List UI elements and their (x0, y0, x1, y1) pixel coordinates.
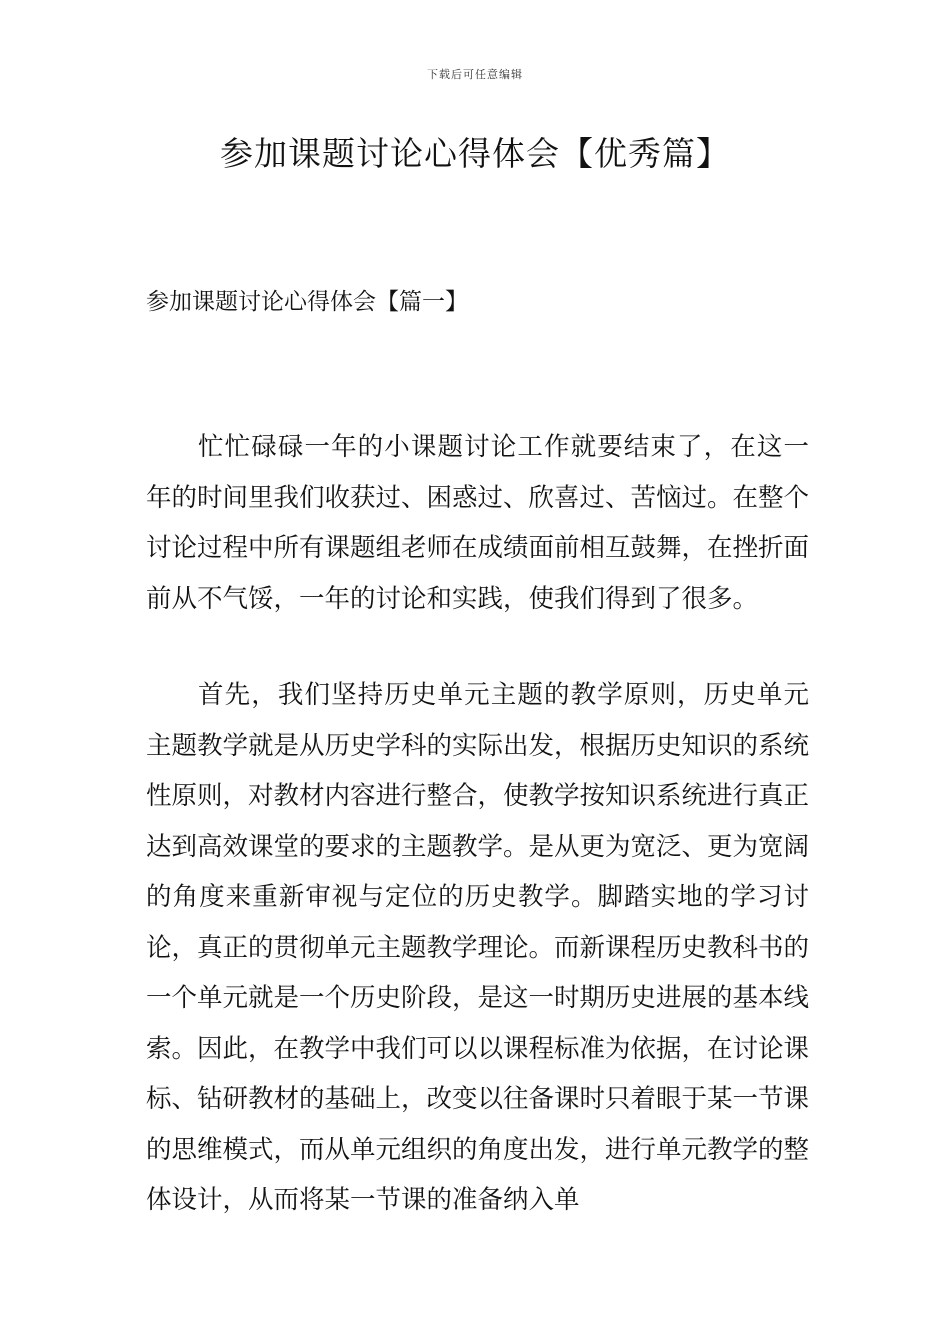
section-heading: 参加课题讨论心得体会【篇一】 (146, 289, 468, 315)
body-paragraph-1: 忙忙碌碌一年的小课题讨论工作就要结束了，在这一年的时间里我们收获过、困惑过、欣喜过、苦恼过。在整个讨论过程中所有课题组老师在成绩面前相互鼓舞，在挫折面前从不气馁，一年的讨论和实践，使我们得到了很多。 (146, 432, 810, 614)
document-title: 参加课题讨论心得体会【优秀篇】 (220, 134, 730, 173)
header-note: 下载后可任意编辑 (427, 68, 523, 81)
body-paragraph-2: 首先，我们坚持历史单元主题的教学原则，历史单元主题教学就是从历史学科的实际出发，根据历史知识的系统性原则，对教材内容进行整合，使教学按知识系统进行真正达到高效课堂的要求的主题教学。是从更为宽泛、更为宽阔的角度来重新审视与定位的历史教学。脚踏实地的学习讨论，真正的贯彻单元主题教学理论。而新课程历史教科书的一个单元就是一个历史阶段，是这一时期历史进展的基本线索。因此，在教学中我们可以以课程标准为依据，在讨论课标、钻研教材的基础上，改变以往备课时只着眼于某一节课的思维模式，而从单元组织的角度出发，进行单元教学的整体设计，从而将某一节课的准备纳入单 (146, 680, 810, 1215)
